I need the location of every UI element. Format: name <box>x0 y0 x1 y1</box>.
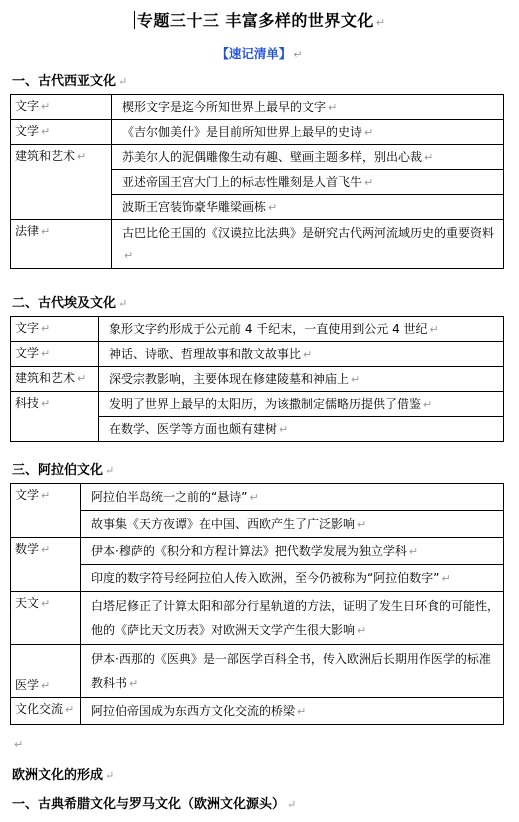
content-text: 印度的数字符号经阿拉伯人传入欧洲，至今仍被称为“阿拉伯数字” <box>91 570 440 585</box>
table-row <box>11 511 504 538</box>
content-cell <box>81 565 504 592</box>
subtitle: 【速记清单】 <box>216 46 292 61</box>
paragraph-mark-icon: ↵ <box>118 75 128 88</box>
content-text: 故事集《天方夜谭》在中国、西欧产生了广泛影响 <box>91 516 356 531</box>
paragraph-mark-icon: ↵ <box>65 703 75 716</box>
content-cell <box>112 170 504 195</box>
category-cell <box>11 145 112 220</box>
paragraph-mark-icon: ↵ <box>124 248 134 262</box>
category-label: 文化交流 <box>15 702 64 716</box>
paragraph-mark-icon: ↵ <box>357 623 367 637</box>
content-cell <box>99 317 504 342</box>
paragraph-mark-icon: ↵ <box>41 100 51 113</box>
content-cell <box>81 698 504 725</box>
category-cell <box>11 220 112 269</box>
category-cell <box>11 484 81 538</box>
table-row <box>11 538 504 565</box>
title-line <box>0 8 519 34</box>
content-text: 古巴比伦王国的《汉谟拉比法典》是研究古代两河流域历史的重要资料 <box>122 225 495 240</box>
category-cell <box>11 95 112 120</box>
heading-europe <box>12 764 114 783</box>
paragraph-mark-icon: ↵ <box>297 704 307 718</box>
paragraph-mark-icon: ↵ <box>105 464 115 477</box>
paragraph-mark-icon: ↵ <box>77 372 87 385</box>
content-cell <box>81 592 504 645</box>
content-cell <box>112 195 504 220</box>
table-row <box>11 342 504 367</box>
content-text: 亚述帝国王宫大门上的标志性雕刻是人首飞牛 <box>122 174 363 189</box>
paragraph-mark-icon: ↵ <box>287 798 297 811</box>
table-row <box>11 592 504 645</box>
page-title: 专题三十三 丰富多样的世界文化 <box>136 11 374 30</box>
paragraph-mark-icon: ↵ <box>105 769 115 782</box>
table-row <box>11 145 504 170</box>
category-cell <box>11 120 112 145</box>
content-text: 阿拉伯半岛统一之前的“悬诗” <box>91 489 248 504</box>
category-label: 建筑和艺术 <box>15 371 76 385</box>
paragraph-mark-icon: ↵ <box>328 100 338 114</box>
paragraph-mark-icon: ↵ <box>41 347 51 360</box>
paragraph-mark-icon: ↵ <box>293 48 303 61</box>
paragraph-mark-icon: ↵ <box>375 16 386 29</box>
paragraph-mark-icon: ↵ <box>41 225 51 238</box>
content-cell <box>99 342 504 367</box>
category-cell <box>11 592 81 645</box>
table-row <box>11 367 504 392</box>
table-row <box>11 317 504 342</box>
table-row <box>11 484 504 511</box>
paragraph-mark-icon: ↵ <box>118 297 128 310</box>
paragraph-mark-icon: ↵ <box>41 322 51 335</box>
heading-text: 一、古典希腊文化与罗马文化（欧洲文化源头） <box>12 797 286 812</box>
paragraph-mark-icon: ↵ <box>408 544 419 558</box>
section-heading-arab <box>12 459 114 478</box>
table-row <box>11 565 504 592</box>
table-row <box>11 220 504 269</box>
section-heading-text: 三、阿拉伯文化 <box>12 463 104 478</box>
category-cell <box>11 538 81 592</box>
content-text: 波斯王宫装饰豪华雕梁画栋 <box>122 199 267 214</box>
content-text: 发明了世界上最早的太阳历，为该撒制定儒略历提供了借鉴 <box>109 396 422 411</box>
category-label: 文学 <box>15 346 40 360</box>
category-cell <box>11 698 81 725</box>
section-heading-egypt <box>12 292 127 311</box>
paragraph-mark-icon: ↵ <box>41 489 51 502</box>
content-cell <box>112 120 504 145</box>
paragraph-mark-icon: ↵ <box>77 150 87 163</box>
paragraph-mark-icon: ↵ <box>41 397 51 410</box>
content-text: 伊本·穆萨的《积分和方程计算法》把代数学发展为独立学科 <box>91 543 407 558</box>
content-text: 在数学、医学等方面也颇有建树 <box>109 421 278 436</box>
category-cell <box>11 392 99 442</box>
content-cell <box>81 484 504 511</box>
paragraph-mark-icon: ↵ <box>41 679 51 692</box>
table-west-asia <box>10 94 504 269</box>
paragraph-mark-icon: ↵ <box>441 571 451 585</box>
content-cell <box>99 367 504 392</box>
paragraph-mark-icon: ↵ <box>351 372 361 386</box>
paragraph-mark-icon: ↵ <box>364 175 374 189</box>
heading-text: 欧洲文化的形成 <box>12 768 104 783</box>
content-cell <box>81 645 504 698</box>
table-arab <box>10 483 504 725</box>
content-cell <box>112 95 504 120</box>
paragraph-mark-icon: ↵ <box>14 738 24 751</box>
category-label: 文学 <box>15 488 40 502</box>
text-cursor <box>134 11 135 29</box>
content-text: 《吉尔伽美什》是目前所知世界上最早的史诗 <box>122 124 363 139</box>
table-row <box>11 120 504 145</box>
paragraph-mark-icon: ↵ <box>364 125 374 139</box>
table-row <box>11 392 504 417</box>
content-text: 深受宗教影响，主要体现在修建陵墓和神庙上 <box>109 371 350 386</box>
content-cell <box>99 392 504 417</box>
category-cell <box>11 367 99 392</box>
paragraph-mark-icon: ↵ <box>303 347 313 361</box>
content-text: 伊本·西那的《医典》是一部医学百科全书，传入欧洲后长期用作医学的标准教科书 <box>91 651 491 690</box>
content-text: 阿拉伯帝国成为东西方文化交流的桥梁 <box>91 703 296 718</box>
paragraph-mark-icon: ↵ <box>41 543 51 556</box>
content-cell <box>99 417 504 442</box>
paragraph-mark-icon: ↵ <box>129 676 139 690</box>
category-label: 法律 <box>15 224 40 238</box>
paragraph-mark-icon: ↵ <box>41 125 51 138</box>
content-cell <box>81 511 504 538</box>
paragraph-mark-icon: ↵ <box>423 397 433 411</box>
content-text: 象形文字约形成于公元前 4 千纪末，一直使用到公元 4 世纪 <box>109 321 428 336</box>
paragraph-mark-icon: ↵ <box>424 150 434 164</box>
category-label: 建筑和艺术 <box>15 149 76 163</box>
table-row <box>11 645 504 698</box>
table-egypt <box>10 316 504 442</box>
content-text: 楔形文字是迄今所知世界上最早的文字 <box>122 99 327 114</box>
table-row <box>11 95 504 120</box>
category-cell <box>11 342 99 367</box>
paragraph-mark-icon: ↵ <box>41 597 51 610</box>
paragraph-mark-icon: ↵ <box>429 322 439 336</box>
paragraph-mark-icon: ↵ <box>357 517 367 531</box>
content-cell <box>112 220 504 269</box>
content-cell <box>81 538 504 565</box>
paragraph-mark-icon: ↵ <box>268 200 278 214</box>
content-text: 白塔尼修正了计算太阳和部分行星轨道的方法，证明了发生日环食的可能性，他的《萨比天文历表》对欧洲天文学产生很大影响 <box>91 598 500 637</box>
section-heading-text: 一、古代西亚文化 <box>12 74 117 89</box>
category-label: 文字 <box>15 99 40 113</box>
paragraph-mark-icon: ↵ <box>279 422 289 436</box>
category-cell <box>11 317 99 342</box>
subtitle-line <box>0 43 519 62</box>
category-label: 天文 <box>15 596 40 610</box>
content-text: 苏美尔人的泥偶雕像生动有趣、壁画主题多样，别出心裁 <box>122 149 423 164</box>
content-cell <box>112 145 504 170</box>
paragraph-mark-icon: ↵ <box>249 490 259 504</box>
content-text: 神话、诗歌、哲理故事和散文故事比 <box>109 346 302 361</box>
category-label: 文字 <box>15 321 40 335</box>
category-label: 医学 <box>15 678 40 692</box>
category-label: 文学 <box>15 124 40 138</box>
section-heading-text: 二、古代埃及文化 <box>12 296 117 311</box>
category-label: 数学 <box>15 542 40 556</box>
table-row <box>11 698 504 725</box>
section-heading-west-asia <box>12 70 127 89</box>
category-label: 科技 <box>15 396 40 410</box>
heading-greek-roman <box>12 793 296 812</box>
category-cell <box>11 645 81 698</box>
